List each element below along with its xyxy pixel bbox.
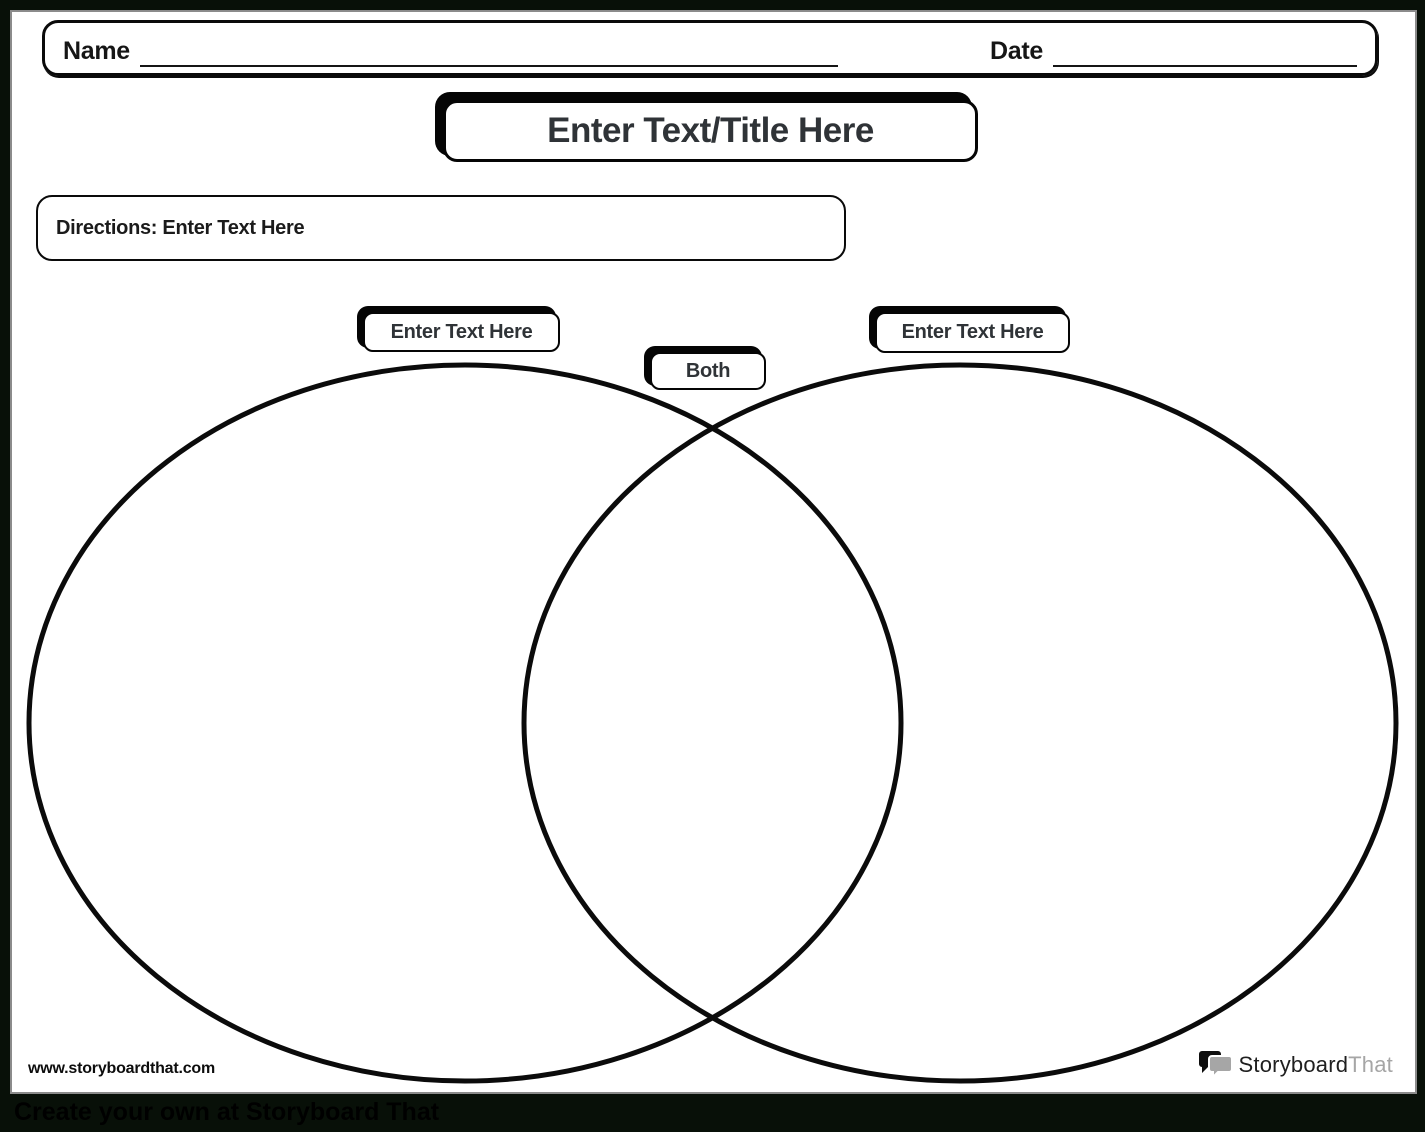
intersection-label-box[interactable] <box>650 352 766 390</box>
left-circle-label: Enter Text Here <box>390 320 533 343</box>
title-text: Enter Text/Title Here <box>547 111 874 150</box>
date-label: Date <box>990 36 1043 65</box>
venn-left-circle <box>29 365 901 1081</box>
intersection-label: Both <box>685 359 731 382</box>
speech-bubbles-icon <box>1199 1050 1233 1080</box>
worksheet-page <box>10 10 1417 1094</box>
right-circle-label-box[interactable] <box>875 312 1070 353</box>
directions-text: Directions: Enter Text Here <box>56 216 305 239</box>
left-circle-label-box[interactable] <box>363 312 560 352</box>
logo-text-secondary: That <box>1348 1052 1393 1077</box>
logo-text-primary: Storyboard <box>1238 1052 1349 1077</box>
bottom-bar-caption: Create your own at Storyboard That <box>14 1098 440 1126</box>
venn-right-circle <box>524 365 1396 1081</box>
right-circle-label: Enter Text Here <box>901 321 1044 343</box>
name-label: Name <box>63 36 130 65</box>
storyboardthat-logo <box>1199 1050 1393 1080</box>
website-url: www.storyboardthat.com <box>28 1060 216 1077</box>
venn-diagram <box>12 12 1417 1096</box>
